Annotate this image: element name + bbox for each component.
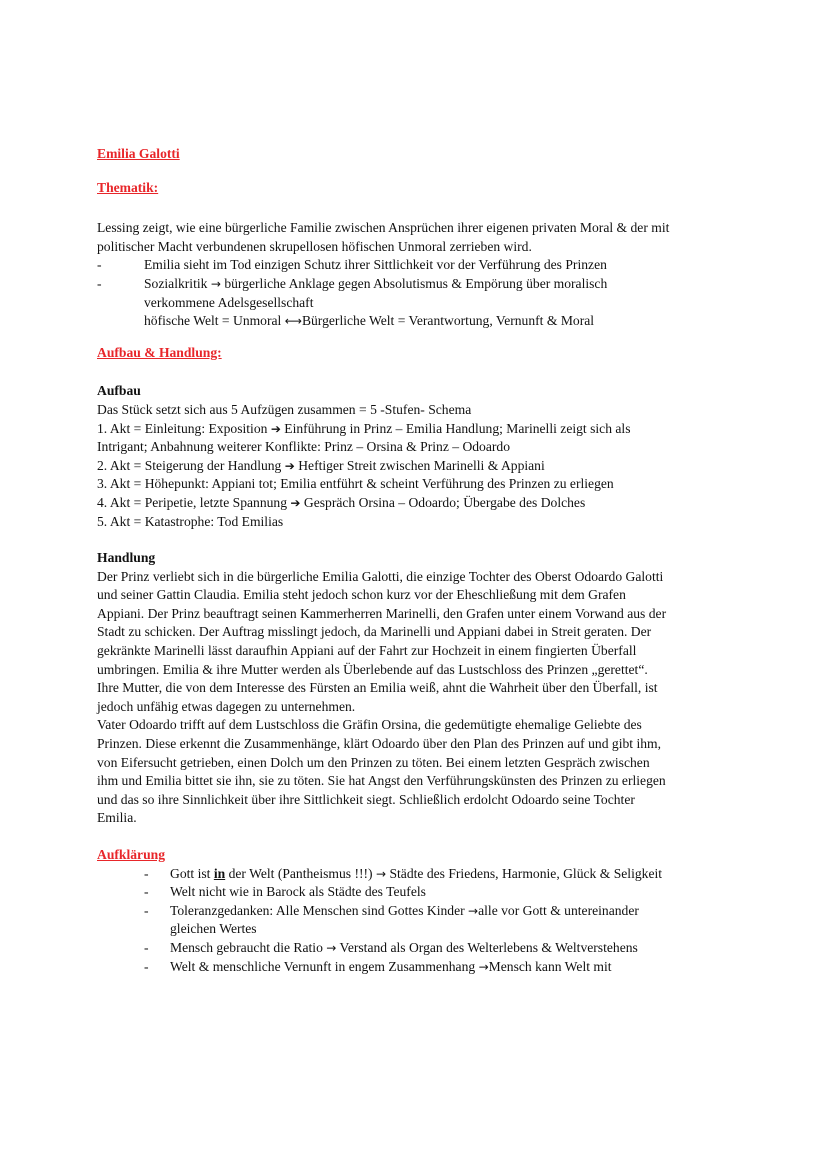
item-4-text-b: Verstand als Organ des Welterlebens & Weltverstehens (339, 939, 638, 955)
bold-arrow-icon: ➔ (270, 421, 281, 436)
arrow-right-icon: → (326, 940, 337, 955)
akt-1-label: 1. Akt = Einleitung: Exposition (97, 420, 268, 436)
thematik-line-3-b: Bürgerliche Welt = Verantwortung, Vernunft & Moral (301, 313, 595, 329)
dash-marker: - (144, 865, 149, 881)
akt-4 (97, 494, 672, 513)
arrow-right-icon: → (210, 276, 221, 291)
item-5-text-a: Welt & menschliche Vernunft in engem Zusammenhang (170, 958, 476, 974)
thematik-bullet-1 (97, 256, 672, 275)
akt-1-text: Einführung in Prinz – Emilia Handlung; Marinelli zeigt sich als Intrigant; Anbahnung weiterer Konflikte: Prinz – Orsina & Prinz – Odoardo (97, 420, 631, 455)
document-body (97, 145, 672, 976)
handlung-subheading: Handlung (97, 550, 156, 566)
item-4-text-a: Mensch gebraucht die Ratio (170, 939, 323, 955)
list-item (144, 958, 672, 977)
handlung-paragraph-2: Vater Odoardo trifft auf dem Lustschloss die Gräfin Orsina, die gedemütigte ehemalige Geliebte des Prinzen. Diese erkennt die Zusammenhänge, klärt Odoardo über den Plan des Prinzen auf und gibt ihm, von Eifersucht getrieben, einen Dolch um den Prinzen zu töten. Bei einem letzten Gespräch zwischen ihm und Emilia bittet sie ihn, sie zu töten. Sie hat Angst den Verführungskünsten des Prinzen zu erliegen und das so ihre Sinnlichkeit über ihre Sittlichkeit siegt. Schließlich erdolcht Odoardo seine Tochter Emilia. (97, 717, 666, 826)
dash-marker: - (97, 257, 102, 273)
thematik-bullet-2-text-b: bürgerliche Anklage gegen Absolutismus & Empörung über moralisch verkommene Adelsgesellschaft (144, 275, 608, 310)
dash-marker: - (144, 958, 149, 974)
thematik-heading: Thematik: (97, 179, 159, 195)
akt-4-text: Gespräch Orsina – Odoardo; Übergabe des Dolches (303, 494, 586, 510)
thematik-bullet-2 (97, 275, 672, 312)
aufklaerung-heading: Aufklärung (97, 847, 165, 862)
item-5-text-b: Mensch kann Welt mit (488, 958, 612, 974)
aufbau-subheading: Aufbau (97, 383, 141, 399)
item-2-text: Welt nicht wie in Barock als Städte des Teufels (170, 884, 426, 900)
thematik-line-3-a: höfische Welt = Unmoral (144, 313, 282, 329)
bold-arrow-icon: ➔ (284, 458, 295, 473)
item-1-text-a: Gott ist (170, 865, 211, 881)
akt-4-label: 4. Akt = Peripetie, letzte Spannung (97, 494, 288, 510)
aufbau-handlung-heading: Aufbau & Handlung: (97, 344, 222, 360)
akt-5: 5. Akt = Katastrophe: Tod Emilias (97, 513, 284, 529)
arrow-right-icon: → (375, 866, 387, 881)
akt-2 (97, 457, 672, 476)
akt-3: 3. Akt = Höhepunkt: Appiani tot; Emilia entführt & scheint Verführung des Prinzen zu erliegen (97, 476, 614, 492)
list-item (144, 865, 672, 884)
item-1-text-c: Städte des Friedens, Harmonie, Glück & Seligkeit (389, 865, 663, 881)
thematik-intro: Lessing zeigt, wie eine bürgerliche Familie zwischen Ansprüchen ihrer eigenen privaten Moral & der mit politischer Macht verbundenen skrupellosen höfischen Unmoral zerrieben wird. (97, 220, 670, 254)
akt-2-text: Heftiger Streit zwischen Marinelli & Appiani (298, 457, 545, 473)
dash-marker: - (144, 902, 149, 918)
arrow-right-icon: → (468, 903, 479, 918)
akt-1 (97, 420, 672, 457)
item-3-text-a: Toleranzgedanken: Alle Menschen sind Gottes Kinder (170, 902, 465, 918)
dash-marker: - (97, 275, 102, 291)
list-item (144, 883, 672, 902)
thematik-bullet-1-text: Emilia sieht im Tod einzigen Schutz ihrer Sittlichkeit vor der Verführung des Prinzen (144, 257, 607, 273)
list-item (144, 902, 672, 939)
list-item (144, 939, 672, 958)
document-title: Emilia Galotti (97, 146, 180, 161)
handlung-paragraph-1: Der Prinz verliebt sich in die bürgerliche Emilia Galotti, die einzige Tochter des Oberst Odoardo Galotti und seiner Gattin Claudia. Emilia steht jedoch schon kurz vor der Eheschließung mit dem Grafen Appiani. Der Prinz beauftragt seinen Kammerherren Marinelli, den Grafen unter einem Vorwand aus der Stadt zu schicken. Der Auftrag misslingt jedoch, da Marinelli und Appiani dabei in Streit geraten. Der gekränkte Marinelli lässt daraufhin Appiani auf der Fahrt zur Hochzeit in einem fingierten Überfall umbringen. Emilia & ihre Mutter werden als Überlebende auf das Lustschloss des Prinzen „gerettet“. Ihre Mutter, die von dem Interesse des Fürsten an Emilia weiß, ahnt die Wahrheit über den Überfall, ist jedoch unfähig etwas dagegen zu unternehmen. (97, 568, 667, 714)
arrow-right-icon: → (478, 959, 489, 974)
item-1-emphasis: in (213, 865, 226, 881)
bold-arrow-icon: ➔ (290, 495, 301, 510)
item-3-text-b: alle vor Gott & untereinander gleichen Wertes (170, 902, 639, 937)
dash-marker: - (144, 884, 149, 900)
aufklaerung-list (144, 865, 672, 977)
item-1-text-b: der Welt (Pantheismus !!!) (228, 865, 373, 881)
dash-marker: - (144, 939, 149, 955)
aufbau-intro: Das Stück setzt sich aus 5 Aufzügen zusammen = 5 -Stufen- Schema (97, 401, 472, 417)
thematik-bullet-2-text-a: Sozialkritik (144, 275, 208, 291)
akt-2-label: 2. Akt = Steigerung der Handlung (97, 457, 282, 473)
double-arrow-icon: ⟷ (284, 314, 302, 329)
thematik-contrast-line (97, 312, 672, 331)
